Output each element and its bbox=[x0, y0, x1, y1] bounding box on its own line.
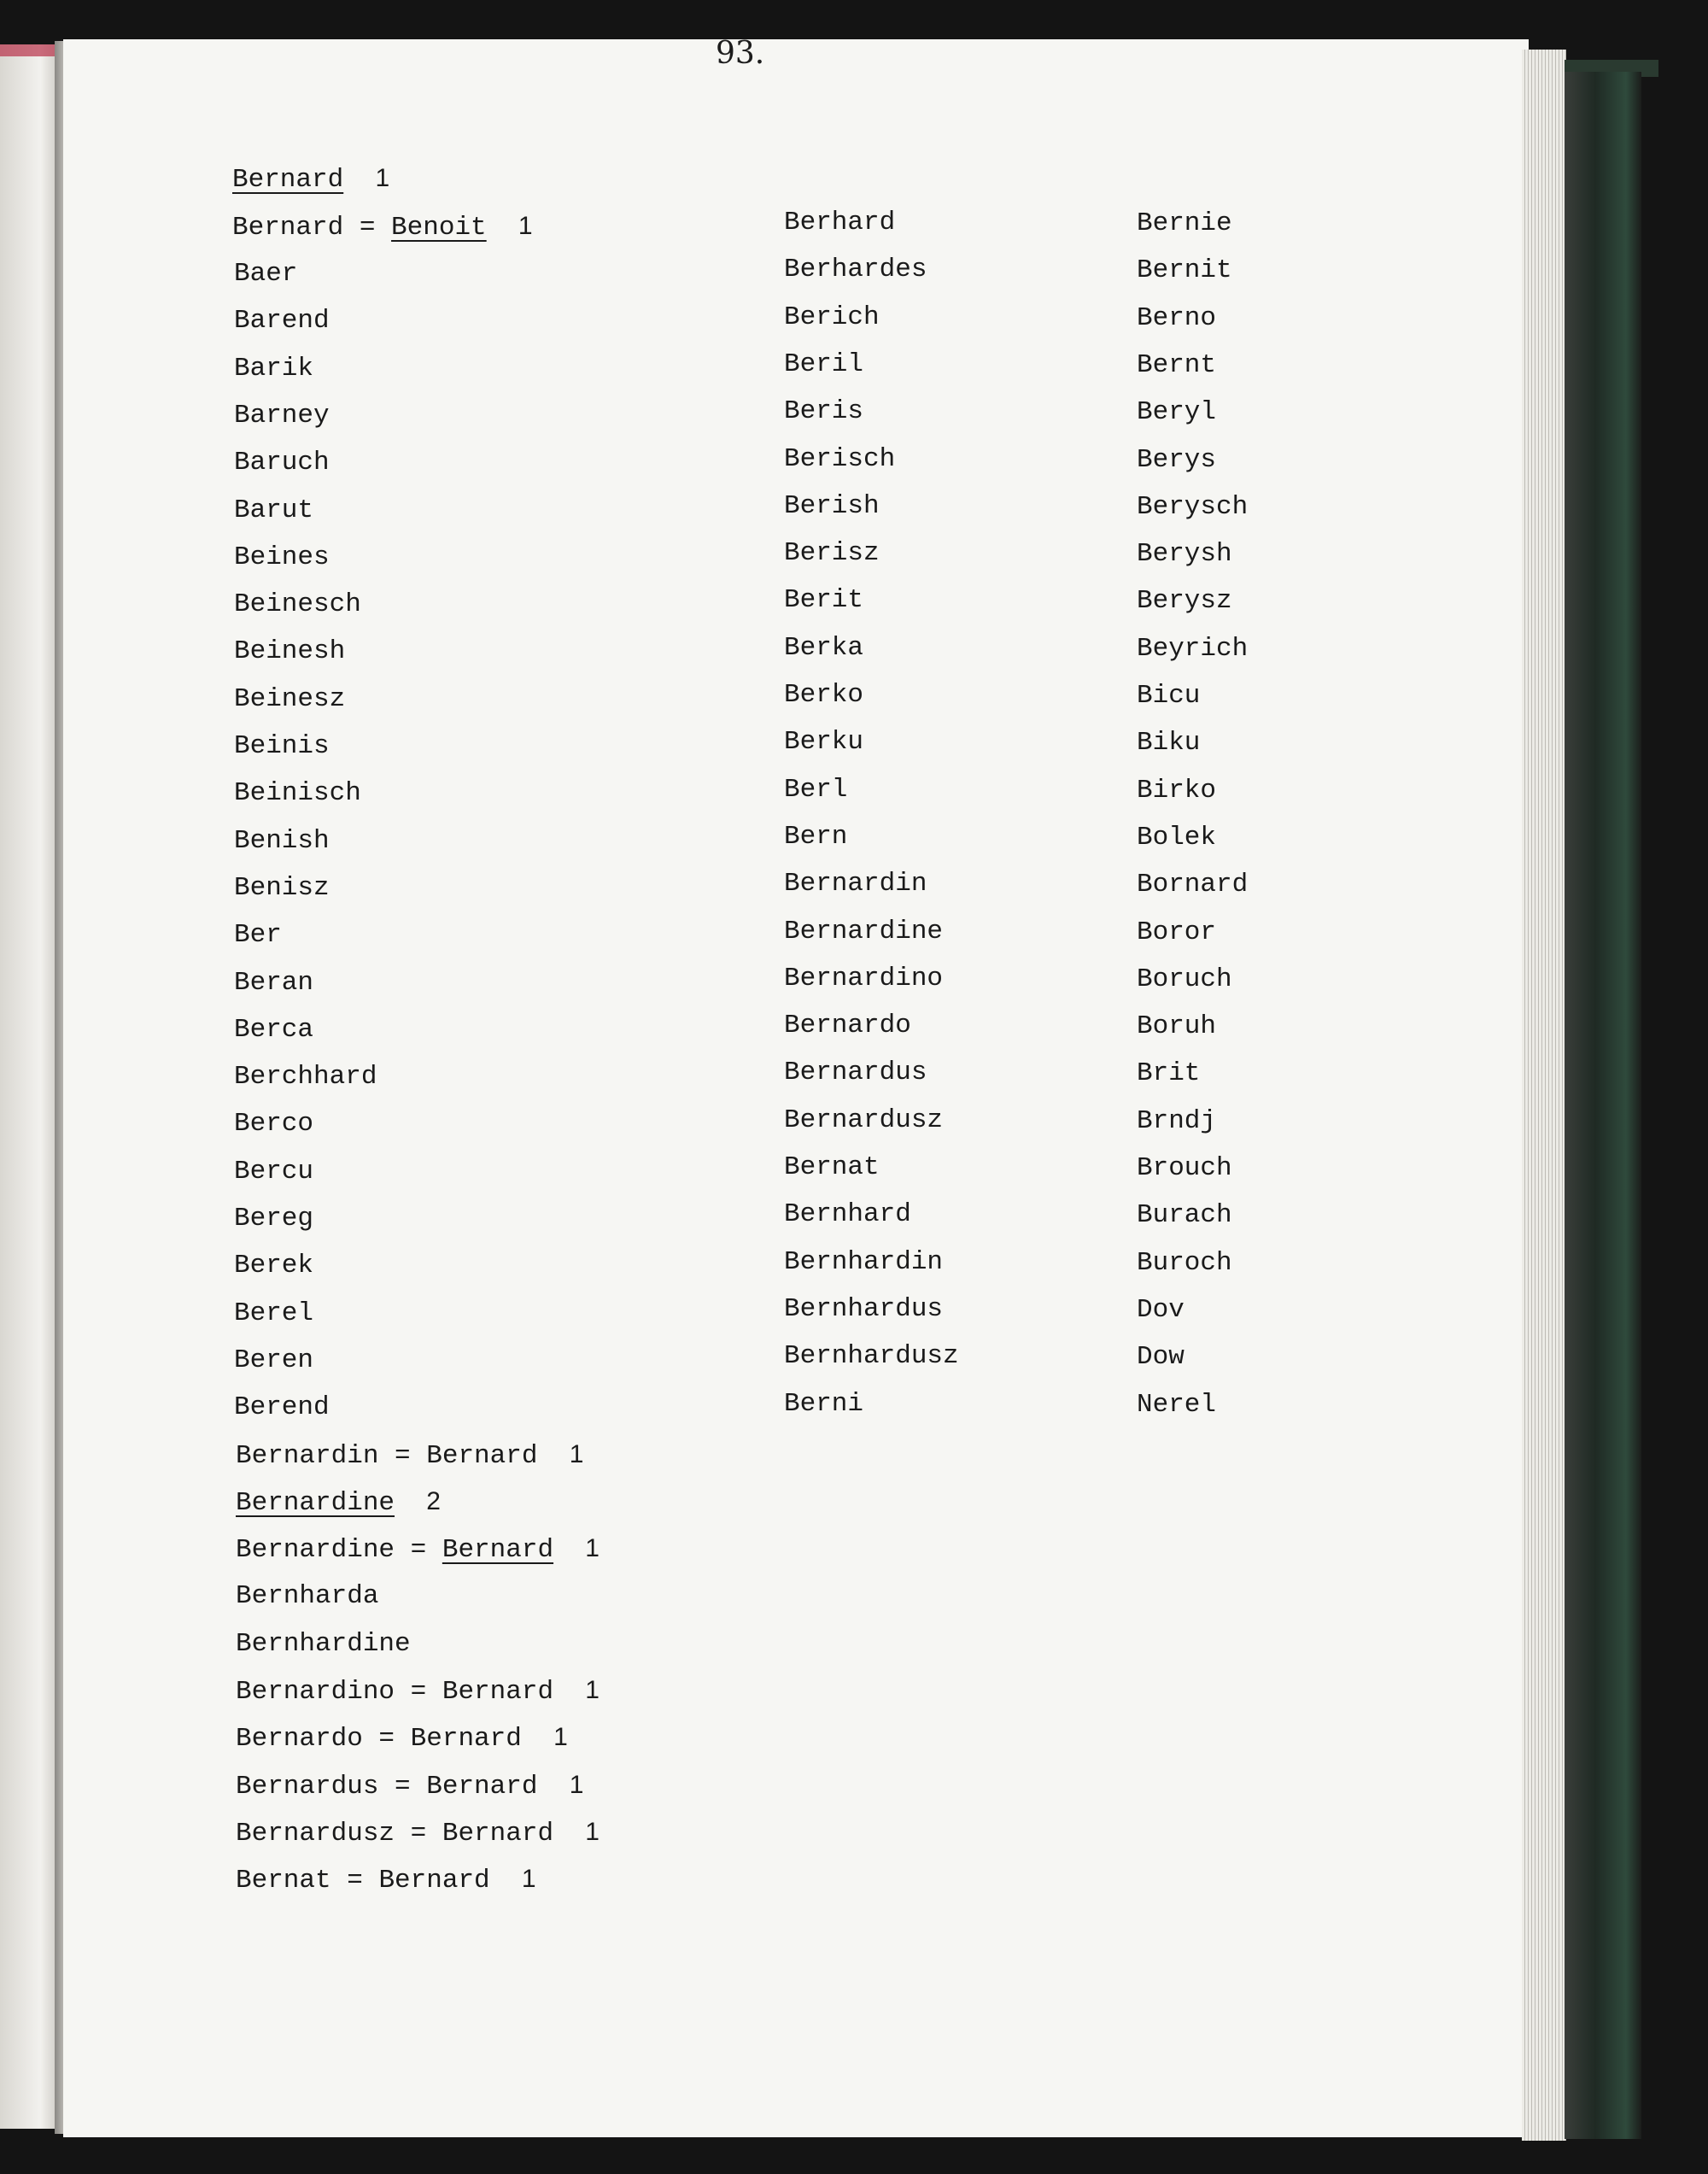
column3-name: Brit bbox=[1137, 1058, 1201, 1089]
column1-entry: Bernardine = Bernard 1 bbox=[236, 1534, 600, 1566]
entry-name: Bernardine bbox=[236, 1487, 395, 1518]
column3-name: Buroch bbox=[1137, 1247, 1232, 1278]
column1-name: Benisz bbox=[234, 872, 330, 903]
entry-count: 1 bbox=[521, 1865, 536, 1894]
column2-name: Berisz bbox=[784, 538, 880, 569]
column1-name: Berca bbox=[234, 1014, 314, 1045]
entry-equivalent: Bernard bbox=[442, 1535, 554, 1566]
entry-count: 1 bbox=[585, 1817, 600, 1846]
column2-name: Bernhardus bbox=[784, 1293, 944, 1324]
column1-name: Beinesz bbox=[234, 683, 346, 714]
column1-name: Berek bbox=[234, 1251, 314, 1281]
column3-name: Berys bbox=[1137, 444, 1217, 475]
entry-count: 1 bbox=[518, 212, 533, 240]
entry-name: Bernharda bbox=[236, 1581, 379, 1612]
entry-name: Bernard bbox=[232, 213, 344, 243]
column1-entry: Bernardus = Bernard 1 bbox=[236, 1770, 584, 1802]
column2-name: Bernardusz bbox=[784, 1105, 944, 1135]
column1-name: Barut bbox=[234, 495, 314, 525]
column3-name: Birko bbox=[1137, 775, 1217, 806]
entry-name: Bernardine bbox=[236, 1535, 395, 1566]
column1-entry bbox=[236, 1486, 441, 1518]
column1-entry bbox=[236, 1581, 379, 1612]
column1-entry: Bernardino = Bernard 1 bbox=[236, 1676, 600, 1707]
column1-name: Barend bbox=[234, 306, 330, 337]
column1-entry: Bernat = Bernard 1 bbox=[236, 1865, 536, 1896]
column1-name: Barney bbox=[234, 400, 330, 431]
column3-name: Bernie bbox=[1137, 208, 1232, 238]
column2-name: Berish bbox=[784, 490, 880, 521]
entry-count: 1 bbox=[585, 1534, 600, 1563]
column1-name: Bereg bbox=[234, 1204, 314, 1233]
column2-name: Berhard bbox=[784, 208, 896, 237]
column1-name: Beinesch bbox=[234, 589, 361, 620]
entry-count: 1 bbox=[569, 1770, 584, 1799]
column2-name: Berisch bbox=[784, 443, 896, 474]
column2-name: Berko bbox=[784, 680, 864, 710]
column2-name: Berka bbox=[784, 632, 864, 663]
column1-name: Berco bbox=[234, 1109, 314, 1140]
entry-equivalent: Bernard bbox=[426, 1771, 538, 1802]
entry-count: 2 bbox=[426, 1486, 441, 1515]
column3-name: Boror bbox=[1137, 917, 1217, 947]
bookmark-ribbon bbox=[0, 44, 55, 56]
column1-name: Beren bbox=[234, 1345, 314, 1375]
column3-name: Burach bbox=[1137, 1200, 1232, 1231]
column1-name: Ber bbox=[234, 920, 282, 951]
heading-entry: Bernard = Benoit 1 bbox=[232, 212, 533, 243]
column1-entry: Bernardin = Bernard 1 bbox=[236, 1439, 584, 1471]
column3-name: Brndj bbox=[1137, 1105, 1217, 1136]
left-page-edge bbox=[0, 44, 58, 2129]
column3-name: Beyrich bbox=[1137, 633, 1249, 664]
column1-name: Beines bbox=[234, 542, 330, 572]
entry-name: Bernardusz bbox=[236, 1818, 395, 1849]
column3-name: Berysch bbox=[1137, 491, 1249, 522]
column3-name: Boruh bbox=[1137, 1011, 1217, 1042]
column2-name: Bernardino bbox=[784, 963, 944, 993]
column3-name: Bicu bbox=[1137, 681, 1201, 711]
column1-name: Bercu bbox=[234, 1156, 314, 1187]
column3-name: Dov bbox=[1137, 1294, 1184, 1325]
entry-name: Bernard bbox=[232, 165, 344, 195]
entry-name: Bernardus bbox=[236, 1771, 379, 1802]
column2-name: Berit bbox=[784, 585, 864, 616]
column3-name: Bernit bbox=[1137, 255, 1232, 286]
column1-name: Benish bbox=[234, 825, 330, 856]
column2-name: Bernardus bbox=[784, 1058, 927, 1088]
column3-name: Berysz bbox=[1137, 586, 1232, 617]
column1-name: Beinis bbox=[234, 731, 330, 761]
column2-name: Bernardine bbox=[784, 916, 944, 946]
column3-name: Boruch bbox=[1137, 964, 1232, 994]
entry-name: Bernardin bbox=[236, 1440, 379, 1471]
column1-name: Baruch bbox=[234, 448, 330, 478]
entry-name: Bernhardine bbox=[236, 1628, 411, 1659]
column1-entry: Bernardo = Bernard 1 bbox=[236, 1723, 568, 1755]
column2-name: Bernardin bbox=[784, 869, 927, 899]
entry-equivalent: Bernard bbox=[378, 1866, 490, 1896]
column1-name: Barik bbox=[234, 353, 314, 384]
entry-equivalent: Bernard bbox=[442, 1677, 554, 1707]
column2-name: Beris bbox=[784, 396, 864, 427]
column2-name: Bernardo bbox=[784, 1011, 911, 1041]
column1-name: Beran bbox=[234, 967, 314, 998]
column2-name: Berich bbox=[784, 302, 880, 332]
column3-name: Dow bbox=[1137, 1342, 1184, 1373]
entry-name: Bernat bbox=[236, 1866, 331, 1896]
entry-equivalent: Benoit bbox=[391, 213, 487, 243]
entry-count: 1 bbox=[375, 164, 390, 192]
column2-name: Bernhardusz bbox=[784, 1341, 959, 1372]
entry-name: Bernardino bbox=[236, 1677, 395, 1707]
column2-name: Bernhard bbox=[784, 1199, 911, 1230]
heading-entry bbox=[232, 166, 389, 193]
entry-equivalent: Bernard bbox=[442, 1818, 554, 1849]
column3-name: Berno bbox=[1137, 302, 1217, 333]
column1-name: Beinesh bbox=[234, 636, 346, 667]
column2-name: Beril bbox=[784, 349, 864, 379]
book-cover-edge bbox=[1565, 72, 1641, 2139]
column1-name: Berel bbox=[234, 1298, 314, 1328]
column2-name: Bernhardin bbox=[784, 1246, 944, 1277]
column2-name: Berhardes bbox=[784, 255, 927, 285]
column1-entry: Bernardusz = Bernard 1 bbox=[236, 1817, 600, 1849]
column3-name: Beryl bbox=[1137, 397, 1217, 428]
column3-name: Bolek bbox=[1137, 822, 1217, 853]
column2-name: Bernat bbox=[784, 1152, 880, 1182]
column1-name: Berend bbox=[234, 1392, 330, 1423]
entry-count: 1 bbox=[569, 1439, 584, 1468]
page-number: 93. bbox=[716, 36, 765, 71]
column3-name: Berysh bbox=[1137, 539, 1232, 570]
column3-name: Bornard bbox=[1137, 870, 1249, 900]
column1-name: Beinisch bbox=[234, 778, 361, 809]
column3-name: Brouch bbox=[1137, 1153, 1232, 1183]
column3-name: Bernt bbox=[1137, 349, 1217, 380]
entry-count: 1 bbox=[585, 1676, 600, 1704]
column2-name: Berni bbox=[784, 1388, 864, 1419]
column3-name: Biku bbox=[1137, 728, 1201, 759]
entry-equivalent: Bernard bbox=[410, 1724, 522, 1755]
column3-name: Nerel bbox=[1137, 1389, 1217, 1420]
column1-name: Berchhard bbox=[234, 1062, 377, 1093]
entry-name: Bernardo bbox=[236, 1724, 363, 1755]
entry-count: 1 bbox=[553, 1723, 568, 1752]
entry-equivalent: Bernard bbox=[426, 1440, 538, 1471]
column2-name: Bern bbox=[784, 821, 848, 852]
column2-name: Berku bbox=[784, 727, 864, 758]
column2-name: Berl bbox=[784, 774, 848, 805]
column1-name: Baer bbox=[234, 259, 298, 289]
page-stack-edge bbox=[1522, 50, 1566, 2141]
column1-entry bbox=[236, 1628, 411, 1659]
